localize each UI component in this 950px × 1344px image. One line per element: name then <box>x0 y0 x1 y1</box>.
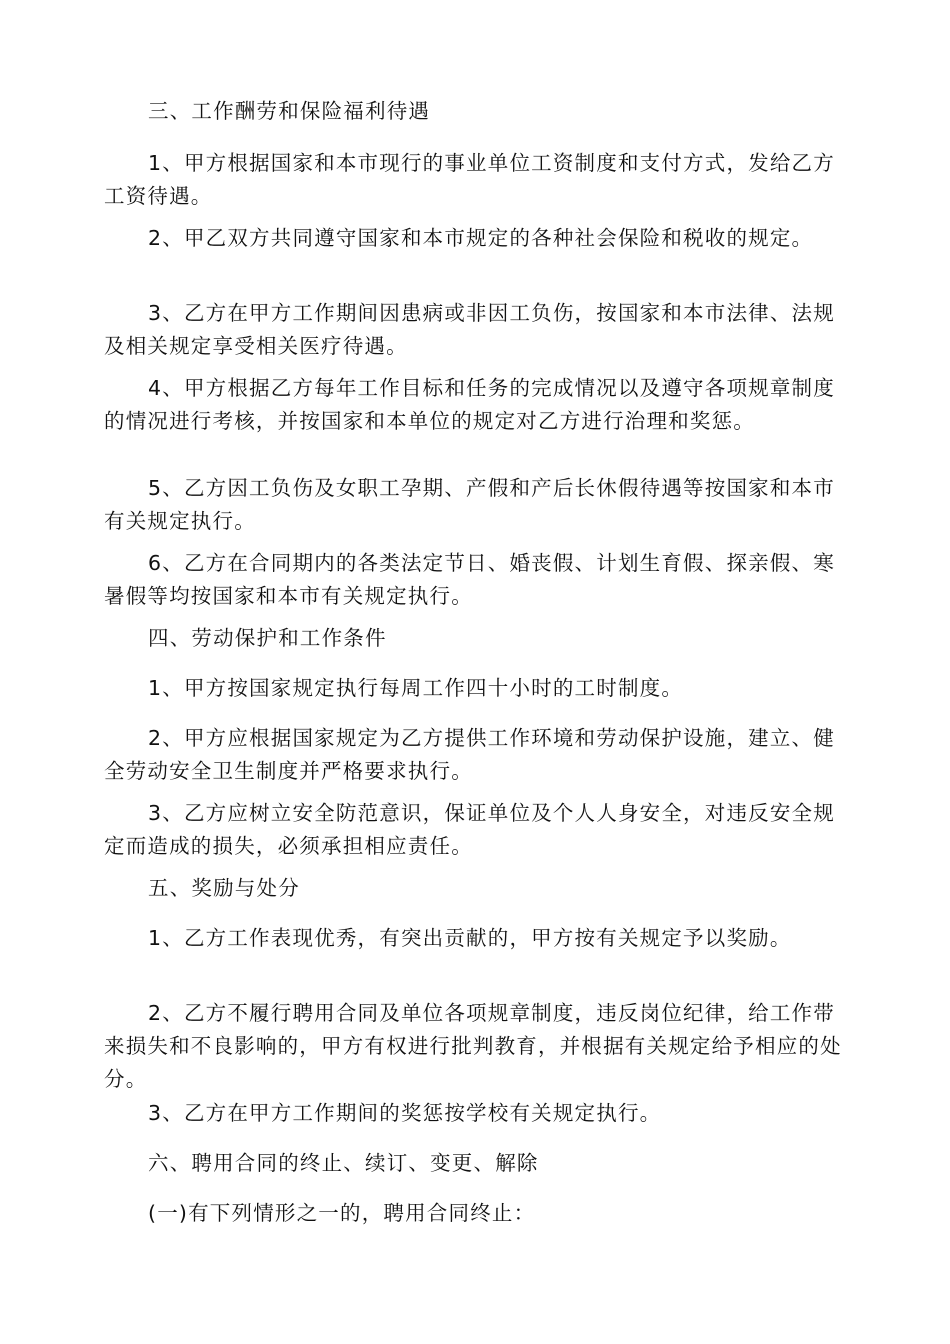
subsection-heading-6-1: (一)有下列情形之一的，聘用合同终止： <box>148 1201 536 1225</box>
clause-3-5: 5、乙方因工负伤及女职工孕期、产假和产后长休假待遇等按国家和本市有关规定执行。 <box>104 476 835 533</box>
section-heading-6: 六、聘用合同的终止、续订、变更、解除 <box>148 1151 539 1175</box>
clause-4-2: 2、甲方应根据国家规定为乙方提供工作环境和劳动保护设施，建立、健全劳动安全卫生制度并严格要求执行。 <box>104 726 835 783</box>
clause-3-3: 3、乙方在甲方工作期间因患病或非因工负伤，按国家和本市法律、法规及相关规定享受相关医疗待遇。 <box>104 301 835 358</box>
section-heading-3: 三、工作酬劳和保险福利待遇 <box>148 99 431 123</box>
clause-5-3: 3、乙方在甲方工作期间的奖惩按学校有关规定执行。 <box>148 1101 662 1125</box>
clause-4-3: 3、乙方应树立安全防范意识，保证单位及个人人身安全，对违反安全规定而造成的损失，必须承担相应责任。 <box>104 801 835 858</box>
clause-5-1: 1、乙方工作表现优秀，有突出贡献的，甲方按有关规定予以奖励。 <box>148 926 792 950</box>
clause-3-4: 4、甲方根据乙方每年工作目标和任务的完成情况以及遵守各项规章制度的情况进行考核，并按国家和本单位的规定对乙方进行治理和奖惩。 <box>104 376 835 433</box>
clause-3-1: 1、甲方根据国家和本市现行的事业单位工资制度和支付方式，发给乙方工资待遇。 <box>104 151 835 208</box>
clause-4-1: 1、甲方按国家规定执行每周工作四十小时的工时制度。 <box>148 676 684 700</box>
clause-5-2: 2、乙方不履行聘用合同及单位各项规章制度，违反岗位纪律，给工作带来损失和不良影响的，甲方有权进行批判教育，并根据有关规定给予相应的处分。 <box>104 1001 842 1091</box>
section-heading-5: 五、奖励与处分 <box>148 876 300 900</box>
clause-3-2: 2、甲乙双方共同遵守国家和本市规定的各种社会保险和税收的规定。 <box>148 226 814 250</box>
clause-3-6: 6、乙方在合同期内的各类法定节日、婚丧假、计划生育假、探亲假、寒暑假等均按国家和本市有关规定执行。 <box>104 551 835 608</box>
section-heading-4: 四、劳动保护和工作条件 <box>148 626 387 650</box>
